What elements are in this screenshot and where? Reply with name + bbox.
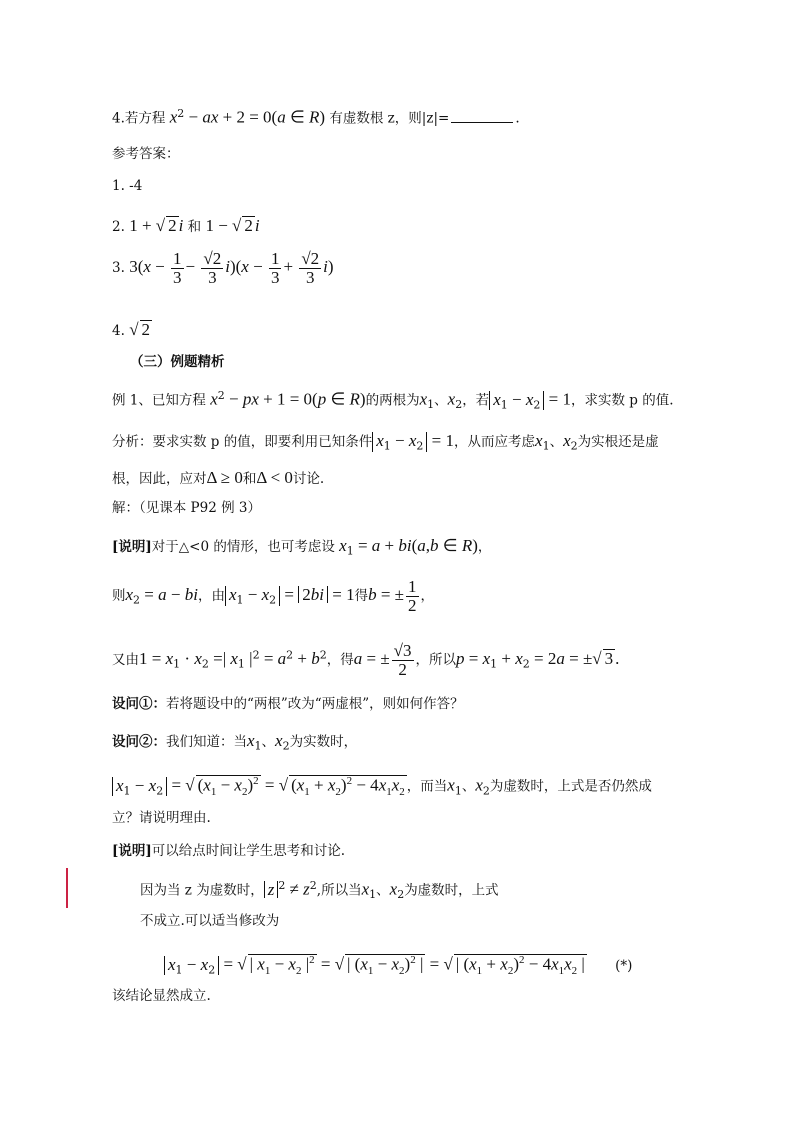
note-1-line-2: 则$x_2 = a$ − bi，由 $x_1 - x_2 = 2bi = 1$得b = ± $\frac{1}{2}$ ， [112,577,434,615]
note-1-line-3: 又由$1 = x_1 \cdot x_2$ =| $x_1$ $|^2 = a^2 + b^2$，得a = ± $\frac{√3}{2}$ ，所以$p = x_1 + x_2 = 2a$ = ±√ 3 . [112,641,620,679]
reason-line-1: 因为当 z 为虚数时， z $^2 \ne z^2$,所以当$x_1$、$x_2$为虚数时，上式 [140,879,499,902]
conclusion: 该结论显然成立. [112,988,211,1004]
answer-3: 3. 3(x − $\frac{1}{3}$ − $\frac{√2}{3}$ i)(x − $\frac{1}{3}$ + $\frac{√2}{3}$ i) [112,249,334,287]
margin-marker [66,868,68,908]
analysis-line-1: 分析：要求实数 p 的值，即要利用已知条件 $x_1 - x_2 = 1$，从而应考虑$x_1$、$x_2$为实根还是虚 [112,431,659,453]
note-1-line-1: [说明]对于△<0 的情形，也可考虑设 $x_1 = a + bi(a,b$ ∈ R)， [112,536,492,558]
question-variant-2-line-1: 设问②：我们知道：当$x_1$、$x_2$为实数时， [112,731,358,753]
question-4: 4.若方程 $x^2$ − ax + 2 = 0(a ∈ R) 有虚数根 z，则|z|= . [112,107,520,127]
answer-blank[interactable] [451,122,513,123]
solution-ref: 解：（见课本 P92 例 3） [112,500,261,516]
example-1: 例 1、已知方程 $x^2$ − px + 1 = 0(p ∈ R)的两根为$x_1$、$x_2$，若 $x_1 - x_2 = 1$，求实数 p 的值. [112,389,674,412]
question-variant-2-line-3: 立？请说明理由. [112,810,211,826]
answer-2: 2. 1 + √ 2 i 和 1 − √ 2 i [112,216,260,235]
section-title: （三）例题精析 [130,354,225,370]
answers-title: 参考答案： [112,146,180,162]
reason-line-2: 不成立.可以适当修改为 [140,913,280,929]
question-variant-1: 设问①：若将题设中的“两根”改为“两虚根”，则如何作答？ [112,696,464,712]
question-variant-2-line-2: $x_1 - x_2$ = √ $(x_1 - x_2)^2$ = √ $(x_1 + x_2)^2 - 4x_1x_2$ ，而当$x_1$、$x_2$为虚数时，上式是否仍然成 [112,775,652,798]
note-2: [说明]可以给点时间让学生思考和讨论. [112,843,346,859]
analysis-line-2: 根，因此，应对Δ ≥ 0和Δ < 0讨论. [112,468,325,487]
answer-1: 1. -4 [112,178,143,194]
modified-formula: $x_1 - x_2$ = √ | $x_1 - x_2$ $|^2$ = √ | $(x_1 - x_2)^2$ | = √ | $(x_1 + x_2)^2 - 4x_1x_2$ | (*) [164,954,632,977]
answer-4: 4. √ 2 [112,320,151,339]
